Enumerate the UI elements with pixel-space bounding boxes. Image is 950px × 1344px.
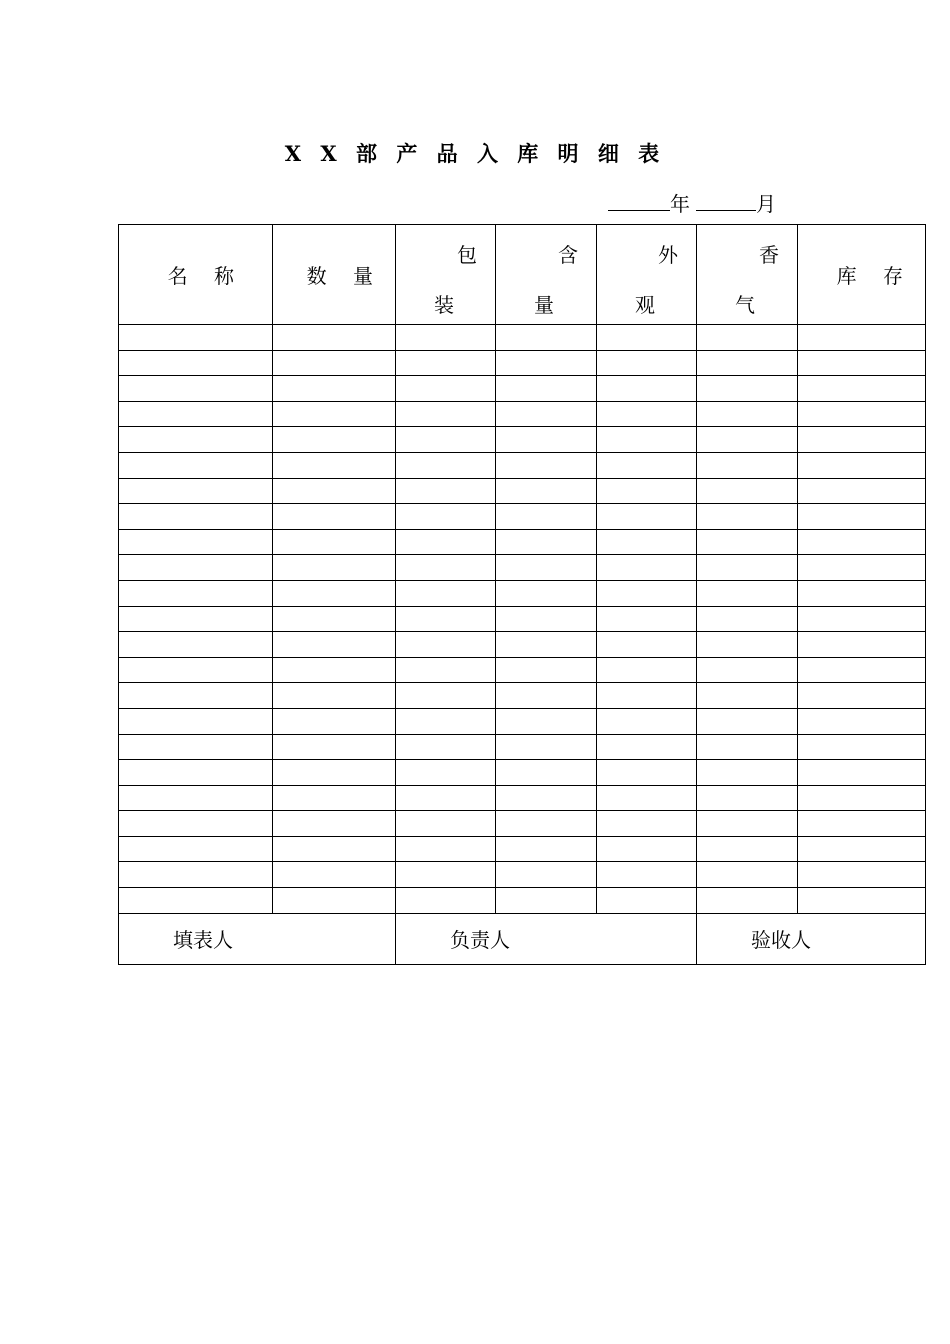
table-cell[interactable] (597, 862, 697, 888)
table-cell[interactable] (273, 888, 396, 914)
table-cell[interactable] (119, 632, 273, 658)
table-cell[interactable] (597, 529, 697, 555)
table-cell[interactable] (798, 401, 926, 427)
header-quantity: 数 量 (273, 225, 396, 325)
table-row (119, 401, 926, 427)
table-cell[interactable] (597, 580, 697, 606)
table-cell[interactable] (396, 376, 496, 402)
header-content-top: 含 (558, 243, 578, 267)
table-cell[interactable] (697, 836, 798, 862)
table-cell[interactable] (119, 427, 273, 453)
table-cell[interactable] (697, 427, 798, 453)
table-cell[interactable] (119, 555, 273, 581)
table-row (119, 862, 926, 888)
table-cell[interactable] (597, 606, 697, 632)
table-row (119, 580, 926, 606)
table-cell[interactable] (697, 478, 798, 504)
table-cell[interactable] (697, 606, 798, 632)
table-row (119, 529, 926, 555)
table-cell[interactable] (496, 580, 597, 606)
table-cell[interactable] (273, 785, 396, 811)
table-cell[interactable] (396, 555, 496, 581)
table-cell[interactable] (119, 657, 273, 683)
table-cell[interactable] (273, 734, 396, 760)
table-cell[interactable] (798, 760, 926, 786)
table-cell[interactable] (798, 427, 926, 453)
table-cell[interactable] (273, 683, 396, 709)
table-cell[interactable] (119, 529, 273, 555)
header-appearance-bottom: 观 (635, 293, 655, 317)
header-packaging-top: 包 (457, 243, 477, 267)
table-cell[interactable] (273, 632, 396, 658)
table-cell[interactable] (496, 734, 597, 760)
table-cell[interactable] (798, 580, 926, 606)
table-row (119, 504, 926, 530)
table-cell[interactable] (273, 606, 396, 632)
table-cell[interactable] (697, 555, 798, 581)
table-cell[interactable] (396, 734, 496, 760)
table-cell[interactable] (697, 350, 798, 376)
table-cell[interactable] (119, 811, 273, 837)
table-cell[interactable] (119, 862, 273, 888)
table-cell[interactable] (697, 401, 798, 427)
table-cell[interactable] (396, 606, 496, 632)
table-row (119, 555, 926, 581)
table-cell[interactable] (119, 606, 273, 632)
inventory-table (118, 224, 926, 965)
table-cell[interactable] (396, 350, 496, 376)
table-cell[interactable] (697, 708, 798, 734)
table-cell[interactable] (119, 478, 273, 504)
table-cell[interactable] (273, 760, 396, 786)
table-cell[interactable] (597, 504, 697, 530)
table-cell[interactable] (597, 632, 697, 658)
footer-filler: 填表人 (119, 913, 396, 964)
table-cell[interactable] (396, 401, 496, 427)
table-row (119, 325, 926, 351)
table-cell[interactable] (597, 401, 697, 427)
table-cell[interactable] (798, 836, 926, 862)
footer-inspector: 验收人 (697, 913, 926, 964)
table-row (119, 350, 926, 376)
table-cell[interactable] (496, 785, 597, 811)
table-cell[interactable] (597, 452, 697, 478)
table-row (119, 606, 926, 632)
table-cell[interactable] (697, 734, 798, 760)
table-cell[interactable] (273, 427, 396, 453)
header-content (496, 225, 597, 325)
table-cell[interactable] (119, 401, 273, 427)
table-cell[interactable] (273, 555, 396, 581)
table-row (119, 632, 926, 658)
table-row (119, 836, 926, 862)
table-cell[interactable] (597, 734, 697, 760)
table-cell[interactable] (396, 785, 496, 811)
footer-manager: 负责人 (396, 913, 697, 964)
table-row (119, 708, 926, 734)
table-cell[interactable] (119, 452, 273, 478)
table-cell[interactable] (798, 708, 926, 734)
header-row (119, 225, 926, 325)
table-cell[interactable] (273, 350, 396, 376)
table-cell[interactable] (496, 529, 597, 555)
table-cell[interactable] (396, 862, 496, 888)
table-cell[interactable] (697, 504, 798, 530)
header-packaging-bottom: 装 (434, 293, 454, 317)
table-cell[interactable] (697, 888, 798, 914)
table-cell[interactable] (496, 657, 597, 683)
table-cell[interactable] (396, 836, 496, 862)
table-cell[interactable] (697, 811, 798, 837)
table-row (119, 657, 926, 683)
table-cell[interactable] (273, 811, 396, 837)
table-cell[interactable] (119, 785, 273, 811)
table-cell[interactable] (597, 478, 697, 504)
table-cell[interactable] (496, 888, 597, 914)
table-cell[interactable] (273, 657, 396, 683)
table-cell[interactable] (798, 632, 926, 658)
table-cell[interactable] (697, 760, 798, 786)
table-row (119, 427, 926, 453)
footer-row (119, 913, 926, 964)
table-cell[interactable] (396, 657, 496, 683)
header-aroma-top: 香 (759, 243, 779, 267)
table-cell[interactable] (396, 529, 496, 555)
table-row (119, 888, 926, 914)
year-label: 年 (670, 192, 690, 216)
table-cell[interactable] (496, 504, 597, 530)
table-row (119, 376, 926, 402)
table-cell[interactable] (396, 452, 496, 478)
table-cell[interactable] (496, 555, 597, 581)
table-cell[interactable] (597, 325, 697, 351)
table-cell[interactable] (273, 529, 396, 555)
table-cell[interactable] (496, 811, 597, 837)
header-aroma-bottom: 气 (735, 293, 755, 317)
table-cell[interactable] (119, 836, 273, 862)
header-appearance-top: 外 (658, 243, 678, 267)
table-cell[interactable] (798, 862, 926, 888)
table-cell[interactable] (597, 427, 697, 453)
table-cell[interactable] (273, 580, 396, 606)
table-row (119, 734, 926, 760)
table-cell[interactable] (396, 504, 496, 530)
table-cell[interactable] (496, 632, 597, 658)
table-cell[interactable] (496, 401, 597, 427)
table-row (119, 478, 926, 504)
table-cell[interactable] (273, 452, 396, 478)
table-cell[interactable] (597, 708, 697, 734)
month-label: 月 (756, 192, 776, 216)
table-cell[interactable] (396, 580, 496, 606)
table-row (119, 811, 926, 837)
table-cell[interactable] (119, 734, 273, 760)
table-cell[interactable] (396, 632, 496, 658)
table-cell[interactable] (496, 862, 597, 888)
table-cell[interactable] (697, 632, 798, 658)
table-cell[interactable] (697, 683, 798, 709)
year-blank[interactable] (608, 190, 670, 211)
table-cell[interactable] (273, 862, 396, 888)
table-cell[interactable] (273, 478, 396, 504)
table-cell[interactable] (798, 888, 926, 914)
table-cell[interactable] (697, 785, 798, 811)
table-cell[interactable] (597, 376, 697, 402)
table-cell[interactable] (273, 325, 396, 351)
table-cell[interactable] (273, 401, 396, 427)
header-appearance (597, 225, 697, 325)
table-cell[interactable] (798, 606, 926, 632)
header-aroma (697, 225, 798, 325)
table-cell[interactable] (496, 760, 597, 786)
header-name: 名 称 (119, 225, 273, 325)
table-cell[interactable] (396, 325, 496, 351)
table-cell[interactable] (798, 325, 926, 351)
table-cell[interactable] (597, 836, 697, 862)
month-blank[interactable] (696, 190, 756, 211)
table-cell[interactable] (798, 555, 926, 581)
table-cell[interactable] (798, 376, 926, 402)
table-cell[interactable] (396, 478, 496, 504)
table-cell[interactable] (697, 529, 798, 555)
table-cell[interactable] (597, 683, 697, 709)
table-cell[interactable] (119, 708, 273, 734)
table-cell[interactable] (273, 836, 396, 862)
table-cell[interactable] (798, 529, 926, 555)
table-cell[interactable] (396, 760, 496, 786)
table-cell[interactable] (396, 683, 496, 709)
table-cell[interactable] (119, 580, 273, 606)
table-row (119, 785, 926, 811)
table-cell[interactable] (697, 580, 798, 606)
header-content-bottom: 量 (534, 293, 554, 317)
table-cell[interactable] (496, 350, 597, 376)
table-cell[interactable] (496, 376, 597, 402)
table-cell[interactable] (798, 785, 926, 811)
table-cell[interactable] (697, 657, 798, 683)
table-cell[interactable] (273, 376, 396, 402)
date-line (608, 188, 776, 217)
table-cell[interactable] (597, 555, 697, 581)
table-cell[interactable] (496, 708, 597, 734)
table-cell[interactable] (496, 325, 597, 351)
header-stock: 库 存 (798, 225, 926, 325)
table-cell[interactable] (396, 708, 496, 734)
table-cell[interactable] (697, 325, 798, 351)
table-cell[interactable] (119, 683, 273, 709)
table-cell[interactable] (119, 350, 273, 376)
table-cell[interactable] (798, 683, 926, 709)
table-cell[interactable] (798, 811, 926, 837)
table-cell[interactable] (496, 427, 597, 453)
table-cell[interactable] (496, 606, 597, 632)
table-cell[interactable] (496, 452, 597, 478)
table-cell[interactable] (697, 376, 798, 402)
table-row (119, 452, 926, 478)
table-cell[interactable] (396, 427, 496, 453)
document-title: X X 部 产 品 入 库 明 细 表 (284, 141, 666, 166)
table-cell[interactable] (119, 325, 273, 351)
table-cell[interactable] (119, 504, 273, 530)
table-cell[interactable] (496, 478, 597, 504)
table-cell[interactable] (119, 376, 273, 402)
table-cell[interactable] (798, 350, 926, 376)
table-cell[interactable] (798, 478, 926, 504)
table-cell[interactable] (273, 504, 396, 530)
table-cell[interactable] (119, 760, 273, 786)
table-cell[interactable] (798, 504, 926, 530)
table-cell[interactable] (697, 862, 798, 888)
table-cell[interactable] (597, 811, 697, 837)
table-cell[interactable] (496, 836, 597, 862)
table-cell[interactable] (396, 811, 496, 837)
header-packaging (396, 225, 496, 325)
table-cell[interactable] (798, 657, 926, 683)
table-cell[interactable] (119, 888, 273, 914)
table-row (119, 683, 926, 709)
table-cell[interactable] (273, 708, 396, 734)
table-cell[interactable] (597, 760, 697, 786)
table-cell[interactable] (798, 734, 926, 760)
table-row (119, 760, 926, 786)
table-cell[interactable] (396, 888, 496, 914)
table-cell[interactable] (597, 785, 697, 811)
table-cell[interactable] (597, 657, 697, 683)
table-cell[interactable] (697, 452, 798, 478)
table-cell[interactable] (496, 683, 597, 709)
table-cell[interactable] (798, 452, 926, 478)
table-cell[interactable] (597, 888, 697, 914)
table-cell[interactable] (597, 350, 697, 376)
